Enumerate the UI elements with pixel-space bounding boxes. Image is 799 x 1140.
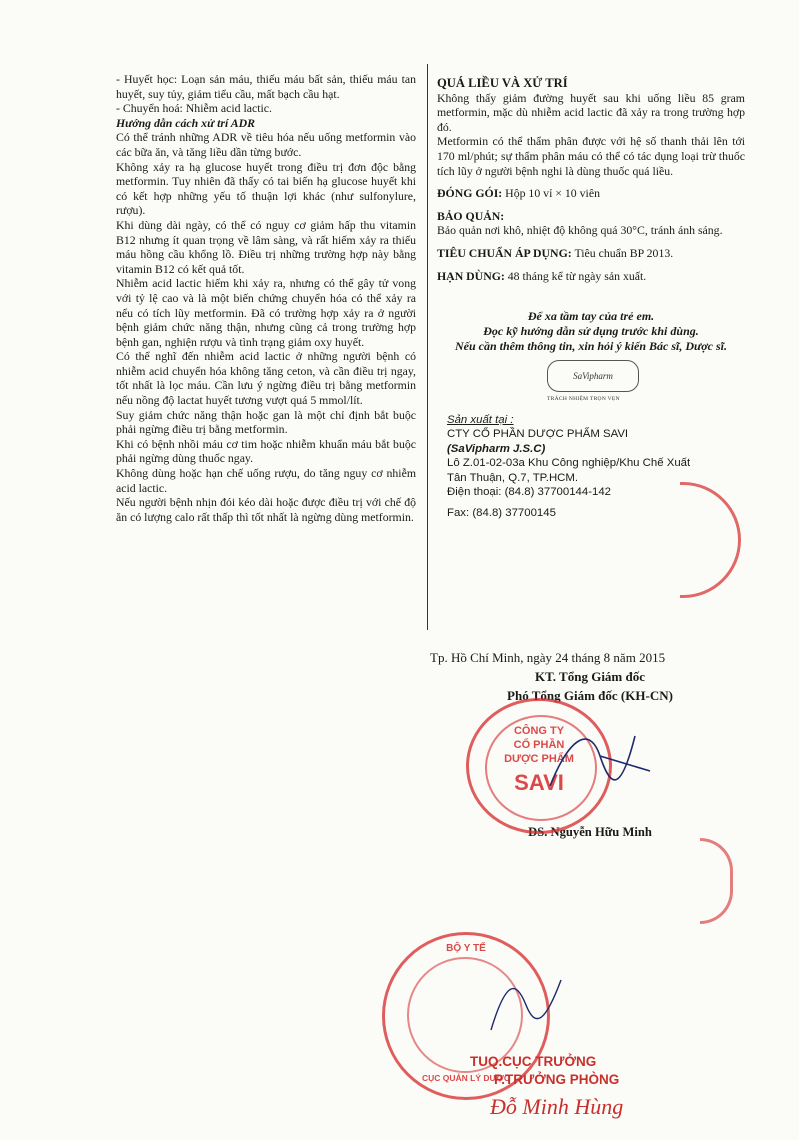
manufacturer-address: Tân Thuận, Q.7, TP.HCM. xyxy=(447,471,579,484)
signature-scribble xyxy=(540,716,660,806)
logo-tagline: TRÁCH NHIỆM TRỌN VẸN xyxy=(547,396,620,403)
manufacturer-phone: Điện thoại: (84.8) 37700144-142 xyxy=(447,486,612,499)
paragraph: Không dùng hoặc hạn chế uống rượu, do tăng nguy cơ nhiễm acid lactic. xyxy=(116,466,416,495)
standard-label: TIÊU CHUẨN ÁP DỤNG: xyxy=(437,245,572,260)
packaging-label: ĐÓNG GÓI: xyxy=(437,186,503,201)
paragraph: Nhiễm acid lactic hiếm khi xảy ra, nhưng có thể gây tử vong với tỷ lệ cao và là một biến chứng chuyển hóa có thể xảy ra nếu có tích lũy metformin. Đã có trường hợp xảy ra ở người bệnh giảm chức năng thận, nhưng cũng cả trong trường hợp bệnh gan, nghiện rượu và tình trạng giảm oxy huyết. xyxy=(116,276,416,349)
ministry-stamp: BỘ Y TẾ CỤC QUẢN LÝ DƯỢC xyxy=(382,932,550,1100)
adr-heading: Hướng dẫn cách xử trí ADR xyxy=(116,115,255,130)
expiry-label: HẠN DÙNG: xyxy=(437,268,505,283)
approval-scribble xyxy=(486,970,566,1040)
manufacturer-brand: (SaVipharm J.S.C) xyxy=(447,442,546,455)
partial-stamp xyxy=(700,838,733,924)
approval-signer: Đỗ Minh Hùng xyxy=(490,1094,624,1119)
storage-value: Bảo quản nơi khô, nhiệt độ không quá 30°C, tránh ánh sáng. xyxy=(437,223,723,238)
paragraph: Không xảy ra hạ glucose huyết trong điều trị đơn độc bằng metformin. Tuy nhiên đã thấy có tai biến hạ glucose huyết khi có kết hợp những yếu tố thuận lợi khác (như sulfonylure, rượu). xyxy=(116,159,416,218)
overdose-paragraph: Không thấy giảm đường huyết sau khi uống liều 85 gram metformin, mặc dù nhiễm acid lactic đã xảy ra trong trường hợp đó. xyxy=(437,90,745,134)
expiry-line xyxy=(437,269,745,284)
paragraph: Khi dùng dài ngày, có thể có nguy cơ giảm hấp thu vitamin B12 nhưng ít quan trọng về lâm sàng, và rất hiếm xảy ra thiếu máu hồng cầu khổng lồ. Điều trị những trường hợp này bằng vitamin B12 có kết quả tốt. xyxy=(116,217,416,276)
manufacturer-label: Sản xuất tại : xyxy=(447,413,514,426)
place-date: Tp. Hồ Chí Minh, ngày 24 tháng 8 năm 2015 xyxy=(430,650,666,665)
right-column xyxy=(437,72,745,520)
standard-line xyxy=(437,246,745,261)
paragraph: Suy giảm chức năng thận hoặc gan là một chỉ định bắt buộc phải ngừng điều trị bằng metformin. xyxy=(116,407,416,437)
warning-line: Nếu cần thêm thông tin, xin hỏi ý kiến Bác sĩ, Dược sĩ. xyxy=(455,339,727,354)
approval-title: P.TRƯỞNG PHÒNG xyxy=(494,1072,620,1087)
hematology-line: - Huyết học: Loạn sản máu, thiếu máu bất sản, thiếu máu tan huyết, suy tủy, giảm tiểu cầu, mất bạch cầu hạt. xyxy=(116,72,416,101)
paragraph: Khi có bệnh nhồi máu cơ tim hoặc nhiễm khuẩn máu bắt buộc phải ngừng dùng thuốc ngay. xyxy=(116,436,416,466)
left-column xyxy=(116,72,416,524)
company-stamp: CÔNG TY CỔ PHẦN DƯỢC PHẨM SAVI xyxy=(466,698,612,834)
column-divider xyxy=(427,64,428,630)
packaging-line xyxy=(437,186,745,201)
overdose-paragraph: Metformin có thể thẩm phân được với hệ số thanh thải lên tới 170 ml/phút; sự thẩm phân máu có thể có tác dụng loại trừ thuốc tích lũy ở người bệnh nghi là dùng thuốc quá liều. xyxy=(437,134,745,178)
warning-line: Đọc kỹ hướng dẫn sử dụng trước khi dùng. xyxy=(483,324,699,339)
storage-heading: BẢO QUẢN: xyxy=(437,208,505,223)
paragraph: Có thể nghĩ đến nhiễm acid lactic ở những người bệnh có nhiễm acid chuyển hóa không tăng ceton, và cần điều trị ngay, tốt nhất là lọc máu. Cần lưu ý ngừng điều trị bằng metformin nếu nồng độ lactat huyết tương vượt quá 5 mmol/lít. xyxy=(116,349,416,408)
signer-title: Phó Tổng Giám đốc (KH-CN) xyxy=(507,688,673,703)
metabolism-line: - Chuyển hoá: Nhiễm acid lactic. xyxy=(116,101,272,116)
paragraph: Có thể tránh những ADR về tiêu hóa nếu uống metformin vào các bữa ăn, và tăng liều dần từng bước. xyxy=(116,130,416,159)
company-logo: SaVipharm xyxy=(547,360,639,392)
manufacturer-fax: Fax: (84.8) 37700145 xyxy=(447,506,556,519)
manufacturer-address: Lô Z.01-02-03a Khu Công nghiệp/Khu Chế Xuất xyxy=(447,457,691,470)
manufacturer-company: CTY CỔ PHẦN DƯỢC PHẨM SAVI xyxy=(447,428,629,441)
standard-value: Tiêu chuẩn BP 2013. xyxy=(574,245,674,260)
expiry-value: 48 tháng kể từ ngày sản xuất. xyxy=(507,268,647,283)
overdose-heading: QUÁ LIỀU VÀ XỬ TRÍ xyxy=(437,76,568,90)
paragraph: Nếu người bệnh nhịn đói kéo dài hoặc được điều trị với chế độ ăn có lượng calo rất thấp thì tốt nhất là ngừng dùng metformin. xyxy=(116,495,416,524)
signer-title: KT. Tổng Giám đốc xyxy=(534,669,646,684)
warning-line: Để xa tầm tay của trẻ em. xyxy=(527,309,655,324)
approval-title: TUQ.CỤC TRƯỞNG xyxy=(470,1054,597,1069)
packaging-value: Hộp 10 vỉ × 10 viên xyxy=(505,186,600,201)
signer-name: DS. Nguyễn Hữu Minh xyxy=(528,825,652,839)
